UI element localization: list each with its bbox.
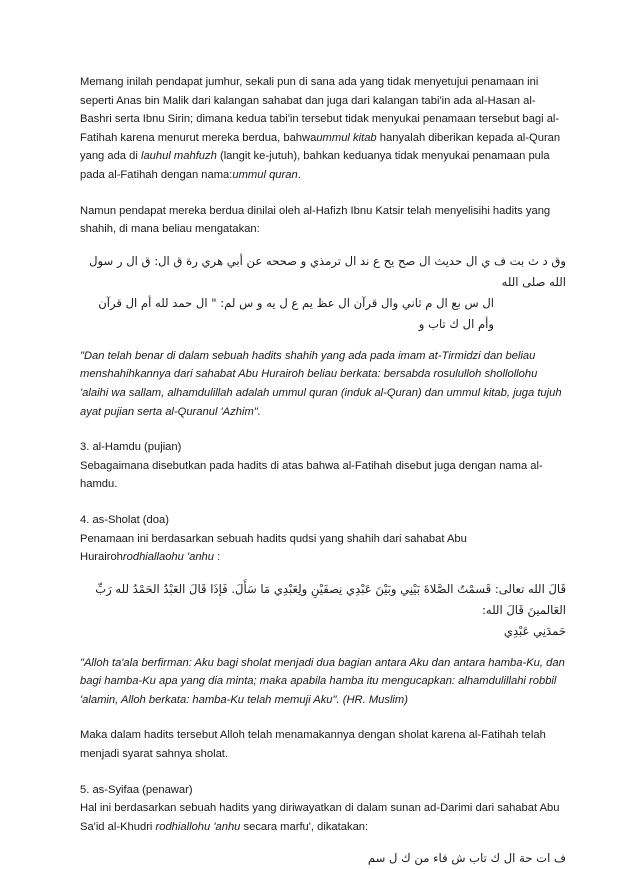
text-run: : [214, 551, 221, 564]
italic-term: rodhiallaohu 'anhu [122, 551, 214, 564]
section-body-as-sholat [80, 530, 566, 567]
document-page [80, 73, 566, 869]
arabic-hadith-qudsi-line: حَمدَنِي عَبْدِي [503, 623, 566, 638]
paragraph-jumhur [80, 73, 566, 185]
arabic-hadith-qudsi-line: قَالَ الله تعالى: قَسمْتُ الصَّلاةَ بَيْنِي وبَيْنَ عَبْدِي نِصفَيْنِ ولِعَبْدِي مَا سَأَلَ. فَإذَا قَالَ العَبْدُ الحَمْدُ لله رَبِّ العَالمينَ قَالَ الله: [95, 581, 566, 617]
section-title-al-hamdu: 3. al-Hamdu (pujian) [80, 441, 182, 454]
text-run: hanyalah diberikan kepada al-Quran yang ada di [80, 131, 561, 163]
translation-quote: "Dan telah benar di dalam sebuah hadits shahih yang ada pada imam at-Tirmidzi dan beliau menshahihkannya dari sahabat Abu Hurairoh beliau berkata: bersabda rosululloh shollollohu 'alaihi wa sallam, alhamdulillah adalah ummul quran (induk al-Quran) dan ummul kitab, juga tujuh ayat pujian serta al-Quranul 'Azhim". [80, 349, 562, 418]
section-body-as-syifaa [80, 799, 566, 836]
italic-term: lauhul mahfuzh [140, 150, 217, 163]
section-title-as-syifaa: 5. as-Syifaa (penawar) [80, 783, 193, 796]
text-run: Penamaan ini berdasarkan sebuah hadits qudsi yang shahih dari sahabat Abu Hurairoh [80, 532, 467, 564]
text-run: Sebagaimana disebutkan pada hadits di atas bahwa al-Fatihah disebut juga dengan nama al-hamdu. [80, 459, 543, 491]
arabic-hadith-line: ال س بع ال م ثاني وال قرآن ال عظ يم ع ل يه و س لم: " ال حمد لله أم ال قرآن وأم ال ك تاب و [98, 295, 494, 331]
paragraph-ibnu-katsir: Namun pendapat mereka berdua dinilai oleh al-Hafizh Ibnu Katsir telah menyelisihi hadits yang shahih, di mana beliau mengatakan: [80, 204, 551, 236]
text-run: (langit ke-jutuh), bahkan keduanya tidak menyukai penamaan pula pada al-Fatihah dengan nama: [80, 150, 550, 181]
arabic-hadith-line: وق د ث بت ف ي ال حديث ال صح يح ع ند ال ترمذي و صححه عن أبي هري رة ق ال: ق ال ر سول الله صلى الله [89, 253, 566, 289]
italic-term: ummul quran [232, 168, 298, 181]
paragraph-syarat-sholat: Maka dalam hadits tersebut Alloh telah menamakannya dengan sholat karena al-Fatihah telah menjadi syarat sahnya sholat. [80, 729, 546, 761]
section-body-al-hamdu [80, 457, 566, 494]
arabic-hadith-syifaa: ف ات حة ال ك تاب ش فاء من ك ل سم [367, 851, 566, 866]
italic-term: rodhiallohu 'anhu [155, 820, 241, 833]
translation-quote: "Alloh ta'ala berfirman: Aku bagi sholat menjadi dua bagian antara Aku dan antara hamba-Ku, dan bagi hamba-Ku apa yang dia minta; maka apabila hamba itu mengucapkan: alhamdulillahi robbil 'alamin, Alloh berkata: hamba-Ku telah memuji Aku". (HR. Muslim) [80, 656, 565, 706]
text-run: secara marfu', dikatakan: [240, 820, 369, 833]
italic-term: ummul kitab [316, 131, 377, 144]
text-run: . [297, 168, 301, 181]
section-title-as-sholat: 4. as-Sholat (doa) [80, 513, 169, 526]
text-run: Hal ini berdasarkan sebuah hadits yang diriwayatkan di dalam sunan ad-Darimi dari sahabat Abu Sa'id al-Khudri [80, 802, 560, 833]
text-run: Memang inilah pendapat jumhur, sekali pun di sana ada yang tidak menyetujui penamaan ini seperti Anas bin Malik dari kalangan sahabat dan juga dari kalangan tabi'in ada al-Hasan al-Bashri serta Ibnu Sirin; dimana kedua tabi'in tersebut tidak menyukai penamaan tersebut bagi al-Fatihah karena menurut mereka berdua, bahwa [80, 76, 560, 144]
